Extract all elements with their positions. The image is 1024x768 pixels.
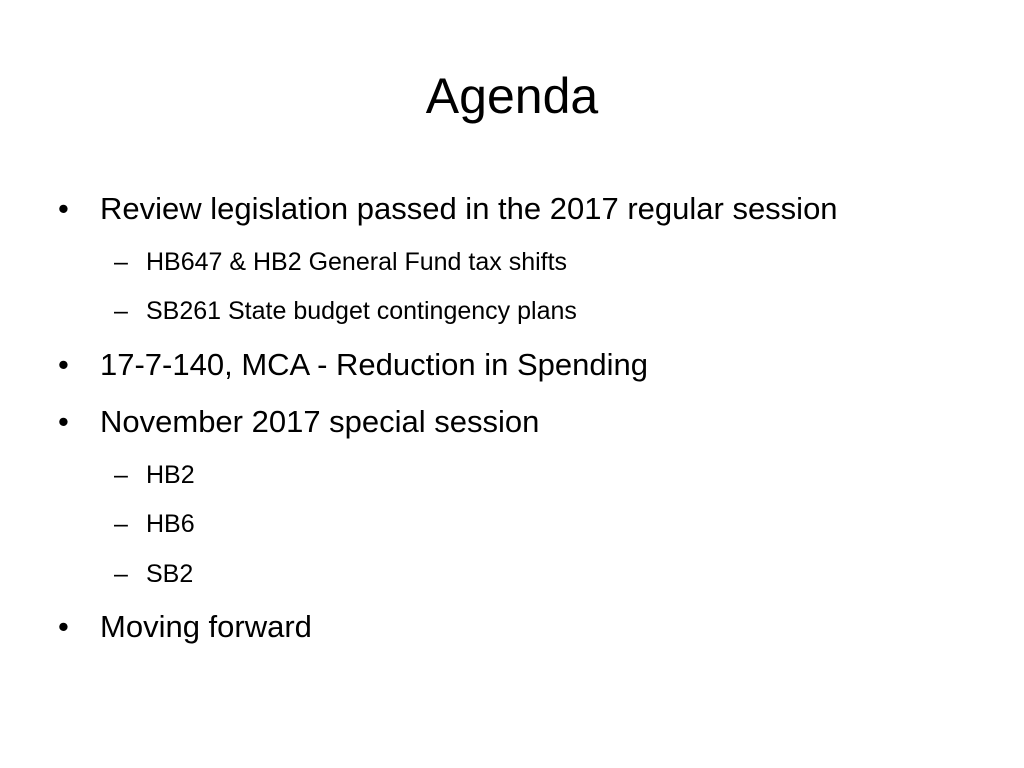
list-item-text: 17-7-140, MCA - Reduction in Spending: [100, 347, 648, 382]
dash-icon: –: [114, 510, 128, 538]
sub-list-item: [114, 509, 195, 539]
list-item-text: Moving forward: [100, 609, 312, 644]
bullet-icon: •: [58, 191, 69, 226]
dash-icon: –: [114, 297, 128, 325]
list-item: [58, 347, 648, 383]
sub-list-item-text: HB2: [146, 461, 195, 489]
sub-list-item-text: SB261 State budget contingency plans: [146, 297, 577, 325]
agenda-list: [58, 0, 998, 768]
bullet-icon: •: [58, 347, 69, 382]
list-item: [58, 191, 838, 227]
slide-title: Agenda: [425, 68, 599, 124]
list-item: [58, 404, 539, 440]
list-item-text: Review legislation passed in the 2017 regular session: [100, 191, 838, 226]
bullet-icon: •: [58, 404, 69, 439]
sub-list-item-text: SB2: [146, 560, 194, 588]
list-item: [58, 609, 312, 645]
sub-list-item: [114, 296, 577, 326]
sub-list-item: [114, 460, 195, 490]
dash-icon: –: [114, 560, 128, 588]
sub-list-item: [114, 247, 567, 277]
list-item-text: November 2017 special session: [100, 404, 540, 439]
bullet-icon: •: [58, 609, 69, 644]
sub-list-item-text: HB647 & HB2 General Fund tax shifts: [146, 248, 568, 276]
sub-list-item-text: HB6: [146, 510, 195, 538]
dash-icon: –: [114, 248, 128, 276]
sub-list-item: [114, 559, 193, 589]
dash-icon: –: [114, 461, 128, 489]
